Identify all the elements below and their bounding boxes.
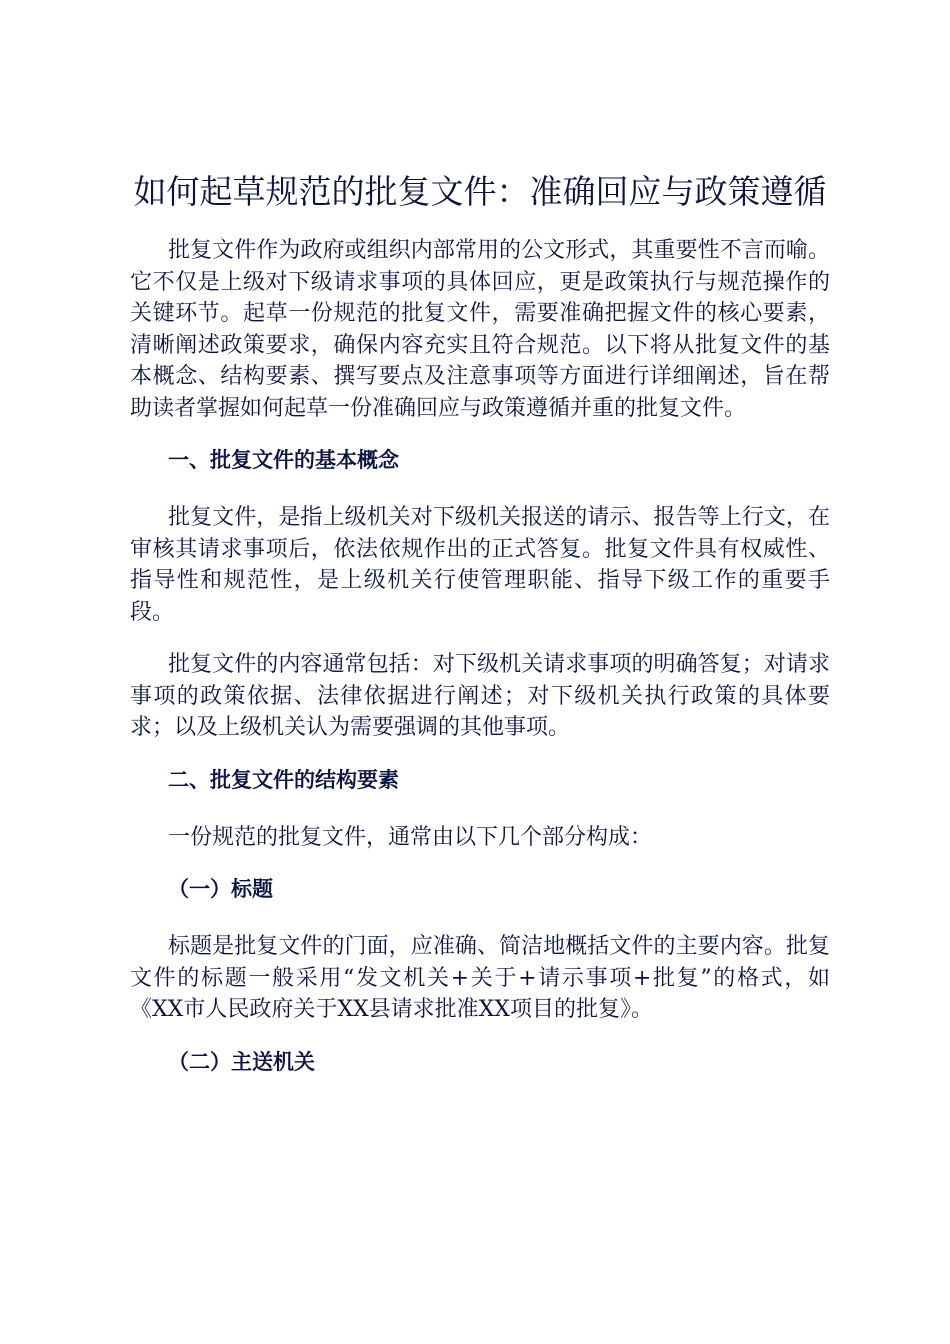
paragraph-contents: 批复文件的内容通常包括：对下级机关请求事项的明确答复；对请求事项的政策依据、法律依据进行阐述；对下级机关执行政策的具体要求；以及上级机关认为需要强调的其他事项。: [130, 652, 830, 740]
paragraph-definition: 批复文件，是指上级机关对下级机关报送的请示、报告等上行文，在审核其请求事项后，依法依规作出的正式答复。批复文件具有权威性、指导性和规范性，是上级机关行使管理职能、指导下级工作的重要手段。: [130, 505, 830, 625]
document-title: 如何起草规范的批复文件：准确回应与政策遵循: [133, 172, 827, 211]
intro-paragraph: 批复文件作为政府或组织内部常用的公文形式，其重要性不言而喻。它不仅是上级对下级请求事项的具体回应，更是政策执行与规范操作的关键环节。起草一份规范的批复文件，需要准确把握文件的核心要素，清晰阐述政策要求，确保内容充实且符合规范。以下将从批复文件的基本概念、结构要素、撰写要点及注意事项等方面进行详细阐述，旨在帮助读者掌握如何起草一份准确回应与政策遵循并重的批复文件。: [130, 238, 830, 421]
subheading-main-recipient: （二）主送机关: [168, 1049, 315, 1074]
section-heading-basic-concept: 一、批复文件的基本概念: [168, 448, 399, 472]
paragraph-structure-intro: 一份规范的批复文件，通常由以下几个部分构成：: [168, 824, 653, 850]
paragraph-title-description: 标题是批复文件的门面，应准确、简洁地概括文件的主要内容。批复文件的标题一般采用“发文机关+关于+请示事项+批复”的格式，如《XX市人民政府关于XX县请求批准XX项目的批复》。: [130, 934, 830, 1022]
subheading-title: （一）标题: [168, 877, 273, 901]
section-heading-structure: 二、批复文件的结构要素: [168, 767, 399, 792]
document-page: [130, 168, 830, 1104]
